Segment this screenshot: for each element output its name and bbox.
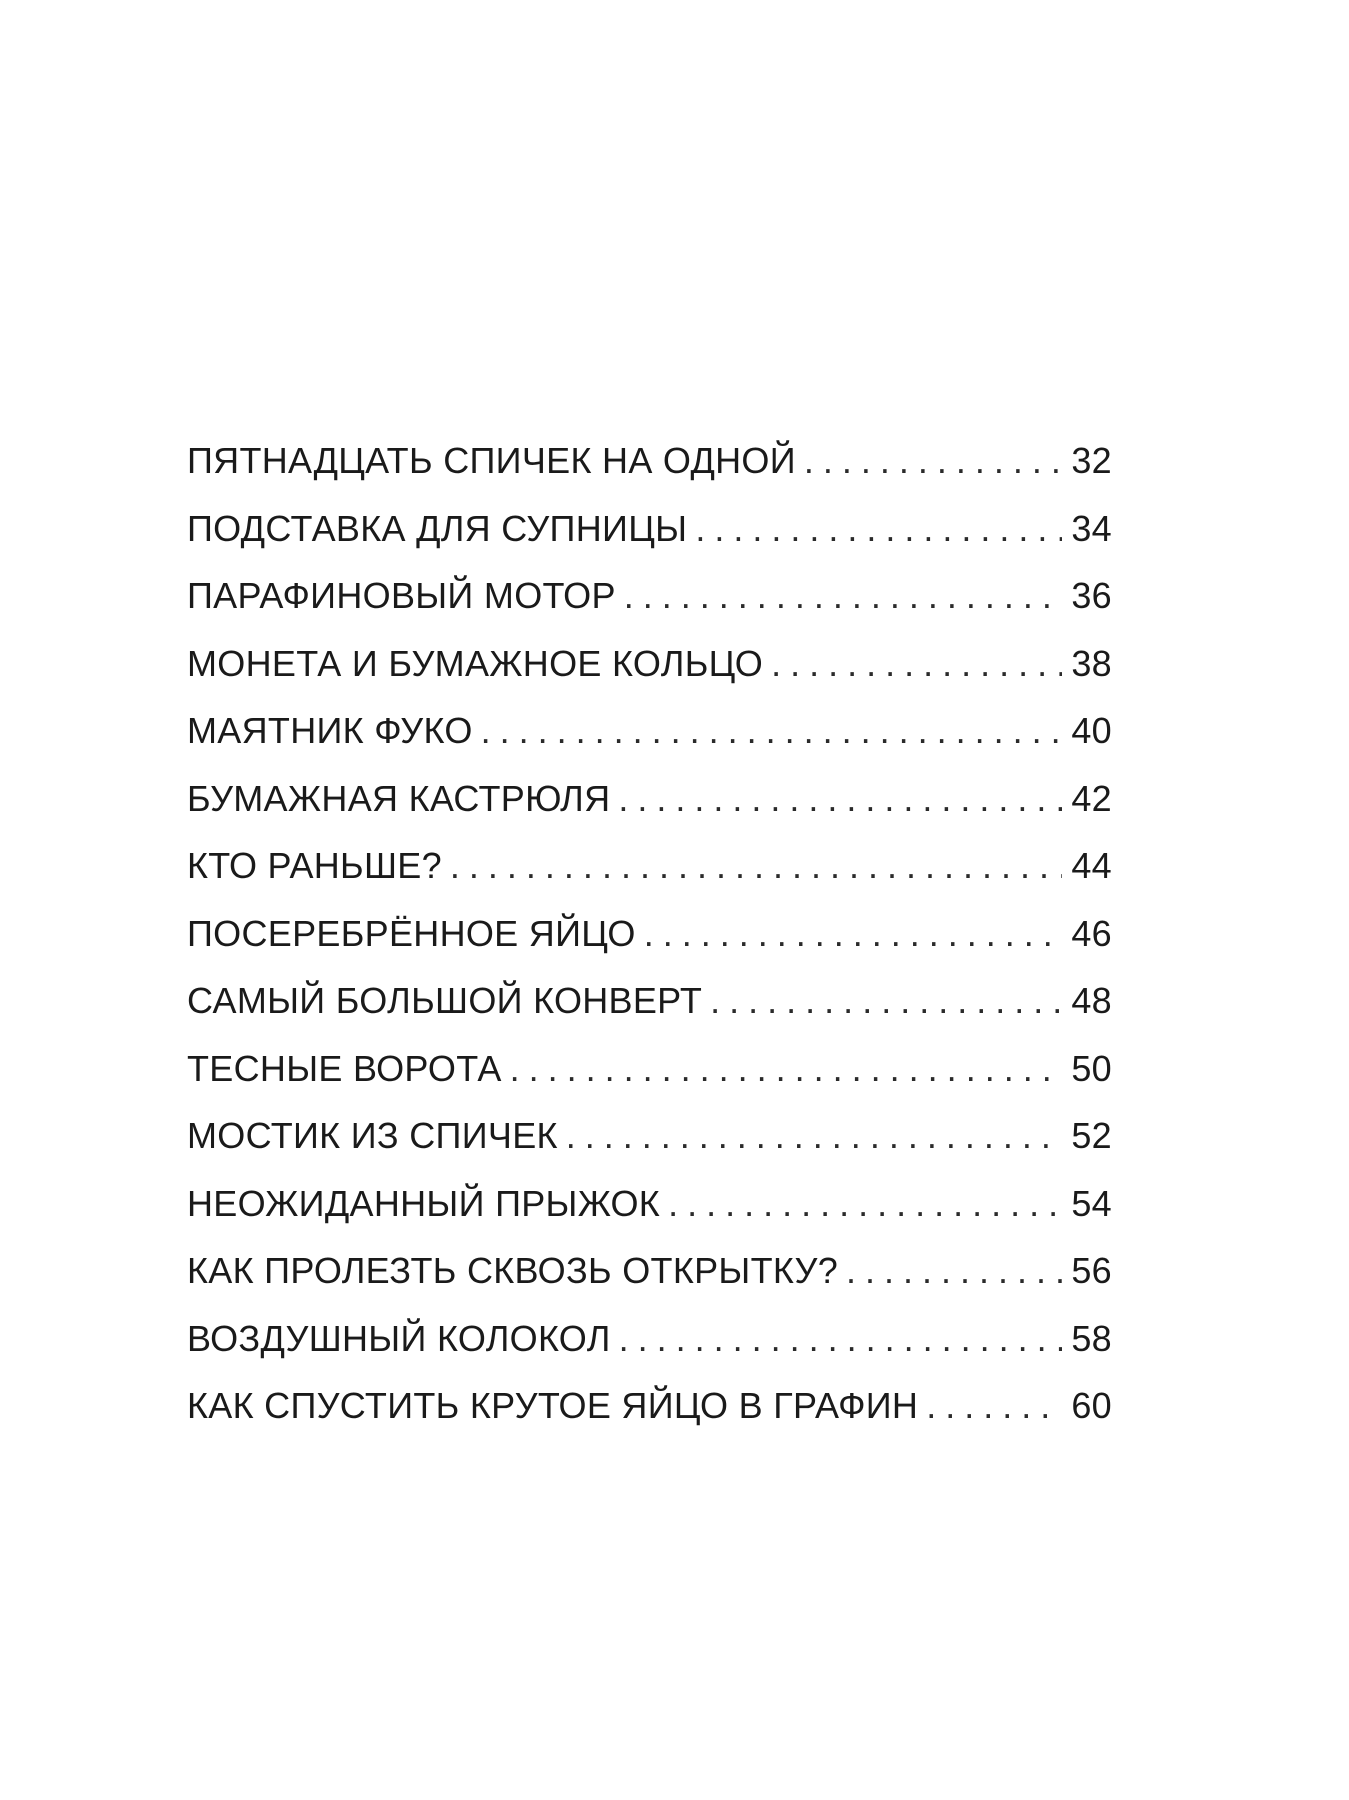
toc-entry[interactable] [187,1318,1112,1386]
toc-entry-page: 42 [1071,777,1112,819]
toc-entry[interactable] [187,913,1112,981]
toc-entry-page: 58 [1071,1317,1112,1359]
dot-leader [619,1318,1062,1360]
dot-leader [510,1048,1062,1090]
toc-entry[interactable] [187,1385,1112,1453]
toc-entry-title: ПОСЕРЕБРЁННОЕ ЯЙЦО [187,912,636,954]
toc-entry-title: КАК ПРОЛЕЗТЬ СКВОЗЬ ОТКРЫТКУ? [187,1250,839,1291]
toc-entry[interactable] [187,1115,1112,1183]
toc-entry-title: ВОЗДУШНЫЙ КОЛОКОЛ [187,1317,611,1359]
toc-entry-title: МОНЕТА И БУМАЖНОЕ КОЛЬЦО [187,642,764,684]
toc-entry[interactable] [187,1183,1112,1251]
toc-entry-page: 44 [1071,845,1112,886]
toc-entry-page: 40 [1071,710,1112,751]
dot-leader [710,980,1062,1022]
dot-leader [668,1183,1062,1225]
toc-entry-page: 54 [1071,1182,1112,1224]
toc-entry[interactable] [187,643,1112,711]
toc-entry-title: КАК СПУСТИТЬ КРУТОЕ ЯЙЦО В ГРАФИН [187,1385,919,1426]
dot-leader [618,778,1062,820]
dot-leader [644,913,1062,955]
dot-leader [926,1385,1062,1427]
toc-entry-title: ПАРАФИНОВЫЙ МОТОР [187,575,616,616]
toc-entry[interactable] [187,1250,1112,1318]
toc-entry-page: 46 [1071,912,1112,954]
toc-entry-title: МАЯТНИК ФУКО [187,710,473,751]
toc-entry-page: 48 [1071,980,1112,1021]
toc-entry-title: НЕОЖИДАННЫЙ ПРЫЖОК [187,1182,661,1224]
dot-leader [771,643,1062,685]
toc-entry-page: 34 [1071,507,1112,549]
toc-entry-title: ПЯТНАДЦАТЬ СПИЧЕК НА ОДНОЙ [187,440,796,481]
toc-entry[interactable] [187,440,1112,508]
toc-entry-page: 36 [1071,575,1112,616]
dot-leader [804,440,1062,482]
toc-entry-title: БУМАЖНАЯ КАСТРЮЛЯ [187,777,611,819]
toc-entry-title: КТО РАНЬШЕ? [187,845,442,886]
toc-entry-page: 60 [1071,1385,1112,1426]
toc-entry-page: 52 [1071,1115,1112,1156]
toc-entry-title: САМЫЙ БОЛЬШОЙ КОНВЕРТ [187,980,703,1021]
toc-entry-page: 56 [1071,1250,1112,1291]
dot-leader [846,1250,1062,1292]
table-of-contents [187,440,1112,1453]
toc-entry-title: ТЕСНЫЕ ВОРОТА [187,1047,502,1089]
dot-leader [481,710,1062,752]
toc-entry-page: 32 [1071,440,1112,481]
toc-entry-page: 50 [1071,1047,1112,1089]
toc-entry[interactable] [187,845,1112,913]
toc-entry-page: 38 [1071,642,1112,684]
toc-entry[interactable] [187,508,1112,576]
dot-leader [695,508,1062,550]
toc-entry-title: ПОДСТАВКА ДЛЯ СУПНИЦЫ [187,507,688,549]
toc-entry[interactable] [187,575,1112,643]
dot-leader [624,575,1062,617]
toc-entry[interactable] [187,980,1112,1048]
dot-leader [450,845,1062,887]
toc-entry-title: МОСТИК ИЗ СПИЧЕК [187,1115,558,1156]
toc-entry[interactable] [187,710,1112,778]
toc-entry[interactable] [187,1048,1112,1116]
dot-leader [566,1115,1062,1157]
toc-entry[interactable] [187,778,1112,846]
